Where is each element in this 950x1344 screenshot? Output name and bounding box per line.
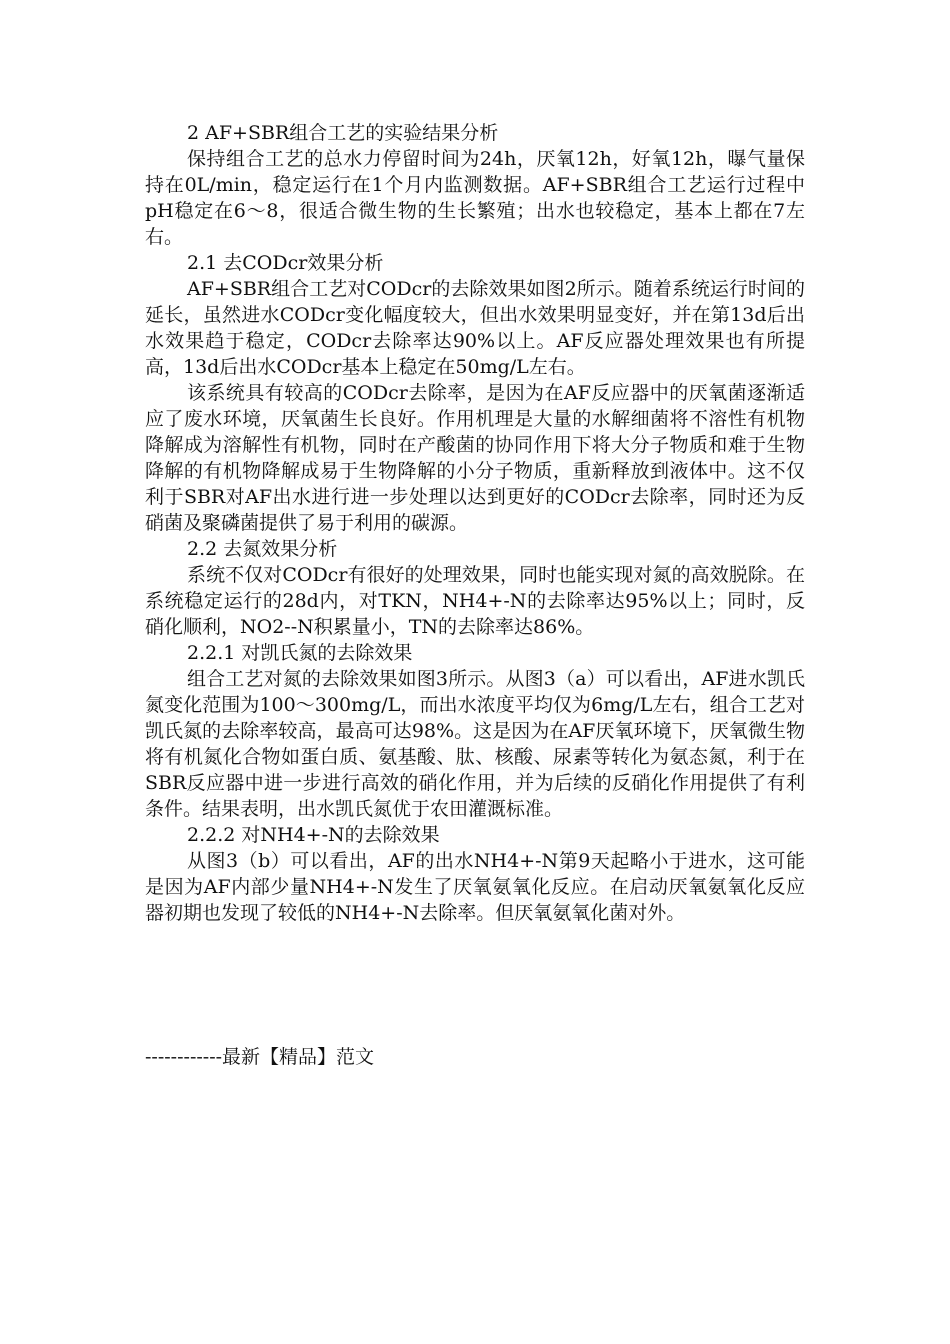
paragraph: 从图3（b）可以看出，AF的出水NH4+-N第9天起略小于进水，这可能是因为AF内部少量NH4+-N发生了厌氧氨氧化反应。在启动厌氧氨氧化反应器初期也发现了较低的NH4+-N去除率。但厌氧氨氧化菌对外。 xyxy=(145,850,805,924)
document-body xyxy=(145,120,805,926)
section-heading: 2 AF+SBR组合工艺的实验结果分析 xyxy=(187,122,499,144)
section-2-2-2 xyxy=(145,822,805,926)
page-footer: ------------最新【精品】范文 xyxy=(145,1046,375,1068)
section-2 xyxy=(145,120,805,250)
paragraph: 系统不仅对CODcr有很好的处理效果，同时也能实现对氮的高效脱除。在系统稳定运行的28d内，对TKN，NH4+-N的去除率达95%以上；同时，反硝化顺利，NO2--N积累量小，TN的去除率达86%。 xyxy=(145,564,805,638)
paragraph: AF+SBR组合工艺对CODcr的去除效果如图2所示。随着系统运行时间的延长，虽然进水CODcr变化幅度较大，但出水效果明显变好，并在第13d后出水效果趋于稳定，CODcr去除率达90%以上。AF反应器处理效果也有所提高，13d后出水CODcr基本上稳定在50mg/L左右。 xyxy=(145,278,805,378)
paragraph: 该系统具有较高的CODcr去除率，是因为在AF反应器中的厌氧菌逐渐适应了废水环境，厌氧菌生长良好。作用机理是大量的水解细菌将不溶性有机物降解成为溶解性有机物，同时在产酸菌的协同作用下将大分子物质和难于生物降解的有机物降解成易于生物降解的小分子物质，重新释放到液体中。这不仅利于SBR对AF出水进行进一步处理以达到更好的CODcr去除率，同时还为反硝菌及聚磷菌提供了易于利用的碳源。 xyxy=(145,382,805,534)
section-2-1 xyxy=(145,250,805,536)
paragraph: 保持组合工艺的总水力停留时间为24h，厌氧12h，好氧12h，曝气量保持在0L/min，稳定运行在1个月内监测数据。AF+SBR组合工艺运行过程中pH稳定在6～8，很适合微生物的生长繁殖；出水也较稳定，基本上都在7左右。 xyxy=(145,148,805,248)
section-heading: 2.1 去CODcr效果分析 xyxy=(187,252,384,274)
section-2-2-1 xyxy=(145,640,805,822)
paragraph: 组合工艺对氮的去除效果如图3所示。从图3（a）可以看出，AF进水凯氏氮变化范围为100～300mg/L，而出水浓度平均仅为6mg/L左右，组合工艺对凯氏氮的去除率较高，最高可达98%。这是因为在AF厌氧环境下，厌氧微生物将有机氮化合物如蛋白质、氨基酸、肽、核酸、尿素等转化为氨态氮，利于在SBR反应器中进一步进行高效的硝化作用，并为后续的反硝化作用提供了有利条件。结果表明，出水凯氏氮优于农田灌溉标准。 xyxy=(145,668,805,820)
section-2-2 xyxy=(145,536,805,640)
section-heading: 2.2.2 对NH4+-N的去除效果 xyxy=(187,824,440,846)
section-heading: 2.2 去氮效果分析 xyxy=(187,538,338,560)
section-heading: 2.2.1 对凯氏氮的去除效果 xyxy=(187,642,413,664)
